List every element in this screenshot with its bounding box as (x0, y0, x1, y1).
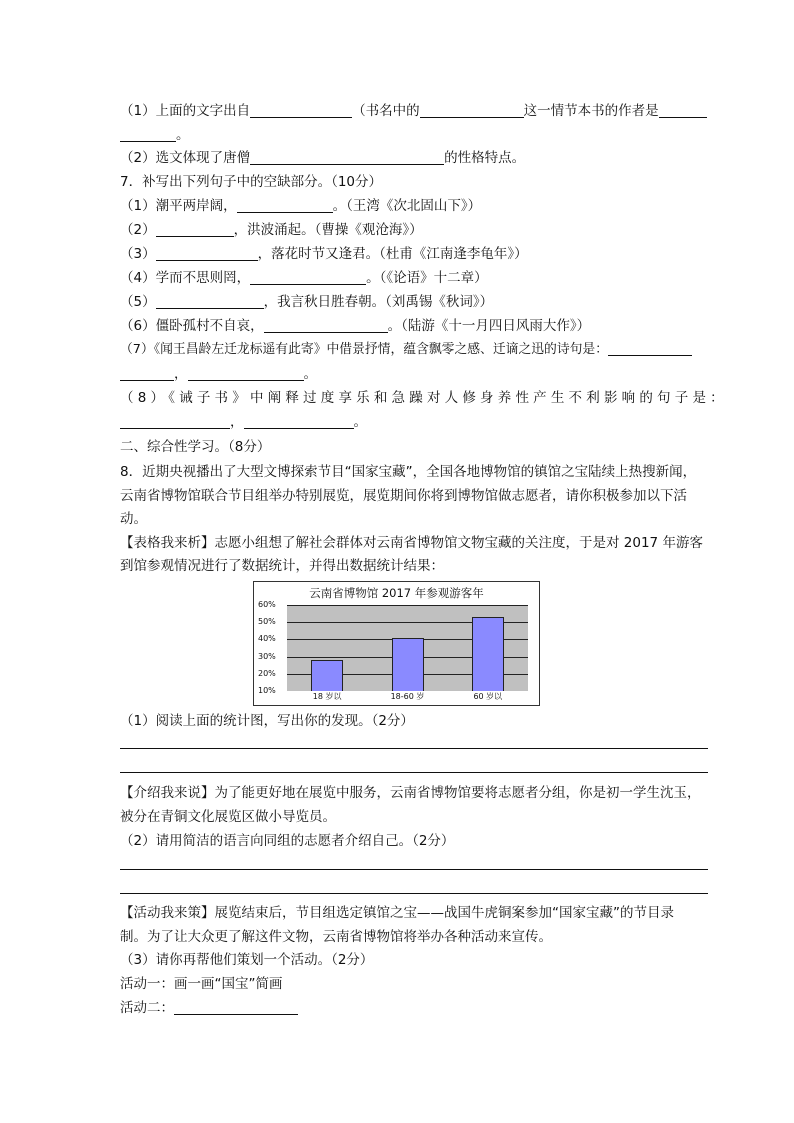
period-text: 。 (303, 366, 317, 382)
q8-intro-line2: 云南省博物馆联合节目组举办特别展览，展览期间你将到博物馆做志愿者，请你积极参加以下活 (120, 488, 687, 504)
q7-item-4-prefix: （4）学而不思则罔， (120, 270, 251, 286)
q7-item-7-prompt: （7）《闻王昌龄左迁龙标遥有此寄》中借景抒情，蕴含飘零之感、迁谪之迅的诗句是： (120, 342, 609, 357)
y-tick-label: 30% (258, 651, 276, 661)
q7-item-1-suffix: 。（王湾《次北固山下》） (332, 198, 482, 214)
activity-task-line2: 制。为了让大众更了解这件文物，云南省博物馆将举办各种活动来宣传。 (120, 929, 552, 945)
q7-item-7-cont (120, 365, 317, 383)
answer-blank[interactable] (608, 341, 692, 356)
answer-blank[interactable] (156, 222, 234, 237)
table-task-line1: 【表格我来析】志愿小组想了解社会群体对云南省博物馆文物宝藏的关注度，于是对 2017 年游客 (120, 535, 703, 551)
q7-item-6-suffix: 。（陆游《十一月四日风雨大作》） (387, 318, 591, 334)
answer-blank[interactable] (188, 366, 304, 381)
q7-title: 7．补写出下列句子中的空缺部分。（10分） (120, 174, 383, 190)
period-text: 。 (353, 414, 367, 430)
intro-task-line2: 被分在青铜文化展览区做小导览员。 (120, 809, 336, 825)
x-tick-label: 18-60 岁 (390, 692, 425, 701)
gridline (287, 605, 528, 606)
y-tick-label: 20% (258, 668, 276, 678)
answer-blank[interactable] (156, 246, 258, 261)
q7-item-5-suffix: ，我言秋日胜春朝。（刘禹锡《秋词》） (263, 294, 494, 310)
q7-item-8-cont (120, 413, 367, 431)
answer-blank[interactable] (250, 150, 444, 165)
bar (472, 617, 504, 691)
q7-item-2-suffix: ，洪波涌起。（曹操《观沧海》） (233, 222, 423, 238)
q7-item-5 (120, 293, 493, 311)
answer-blank[interactable] (264, 318, 388, 333)
activity-1: 活动一：画一画“国宝”简画 (120, 976, 283, 992)
y-tick-label: 10% (258, 686, 276, 695)
comma-text: ， (174, 366, 188, 382)
y-tick-label: 60% (258, 600, 276, 609)
activity-2 (120, 999, 298, 1017)
q6-chapter-prompt: （书名中的 (352, 103, 420, 119)
answer-blank[interactable] (174, 1000, 298, 1015)
bar (392, 638, 424, 691)
answer-blank[interactable] (659, 103, 707, 118)
q7-item-3-suffix: ，落花时节又逢君。（杜甫《江南逢李龟年》） (257, 246, 528, 262)
q7-item-1-prefix: （1）潮平两岸阔， (120, 198, 237, 214)
answer-line[interactable] (120, 893, 708, 894)
period-text: 。 (176, 127, 190, 143)
q6-line1 (120, 102, 707, 120)
activity-2-label: 活动二： (120, 1000, 174, 1016)
question-1: （1）阅读上面的统计图，写出你的发现。（2分） (120, 713, 414, 729)
section2-title: 二、综合性学习。（8分） (120, 439, 271, 455)
q7-item-4 (120, 269, 488, 287)
x-tick-label: 18 岁以 (312, 692, 342, 701)
q7-item-3-prefix: （3） (120, 246, 156, 262)
q7-item-4-suffix: 。（《论语》十二章） (366, 270, 488, 286)
q7-item-6 (120, 317, 590, 335)
q6-source-prompt: （1）上面的文字出自 (120, 103, 251, 119)
q7-item-6-prefix: （6）僵卧孤村不自哀， (120, 318, 264, 334)
answer-blank[interactable] (250, 103, 352, 118)
activity-task-line1: 【活动我来策】展览结束后，节目组选定镇馆之宝——战国牛虎铜案参加“国家宝藏”的节目录 (120, 905, 674, 921)
q7-item-2-prefix: （2） (120, 222, 156, 238)
answer-blank[interactable] (420, 103, 524, 118)
q6-trait-suffix: 的性格特点。 (444, 150, 526, 166)
answer-blank[interactable] (120, 366, 174, 381)
q7-item-5-prefix: （5） (120, 294, 156, 310)
question-3: （3）请你再帮他们策划一个活动。（2分） (120, 952, 374, 968)
chart-title: 云南省博物馆 2017 年参观游客年 (309, 586, 484, 600)
answer-blank[interactable] (250, 270, 366, 285)
bar (311, 660, 343, 691)
q7-item-3 (120, 245, 528, 263)
q6-author-prompt: 这一情节本书的作者是 (523, 103, 659, 119)
answer-line[interactable] (120, 869, 708, 870)
y-tick-label: 40% (258, 634, 276, 644)
y-tick-label: 50% (258, 617, 276, 627)
q6-line1-cont (120, 126, 190, 144)
answer-blank[interactable] (237, 198, 333, 213)
q7-item-8: （8）《诫子书》中阐释过度享乐和急躁对人修身养性产生不利影响的句子是： (120, 390, 728, 406)
q8-intro-line3: 动。 (120, 511, 147, 527)
q6-line2 (120, 149, 525, 167)
q7-item-2 (120, 221, 423, 239)
answer-blank[interactable] (120, 414, 230, 429)
x-tick-label: 60 岁以 (473, 692, 503, 701)
answer-line[interactable] (120, 748, 708, 749)
q7-item-7 (120, 341, 692, 359)
q6-trait-prompt: （2）选文体现了唐僧 (120, 150, 251, 166)
answer-blank[interactable] (120, 127, 176, 142)
answer-blank[interactable] (156, 294, 264, 309)
visitor-age-chart (253, 581, 540, 706)
table-task-line2: 到馆参观情况进行了数据统计，并得出数据统计结果： (120, 558, 444, 574)
q7-item-1 (120, 197, 481, 215)
intro-task-line1: 【介绍我来说】为了能更好地在展览中服务，云南省博物馆要将志愿者分组，你是初一学生沈玉， (120, 785, 701, 801)
answer-line[interactable] (120, 772, 708, 773)
answer-blank[interactable] (244, 414, 354, 429)
plot-area (287, 605, 528, 691)
comma-text: ， (230, 414, 244, 430)
q8-intro-line1: 8．近期央视播出了大型文博探索节目“国家宝藏”，全国各地博物馆的镇馆之宝陆续上热搜新闻， (120, 464, 697, 480)
question-2: （2）请用简洁的语言向同组的志愿者介绍自己。（2分） (120, 833, 455, 849)
